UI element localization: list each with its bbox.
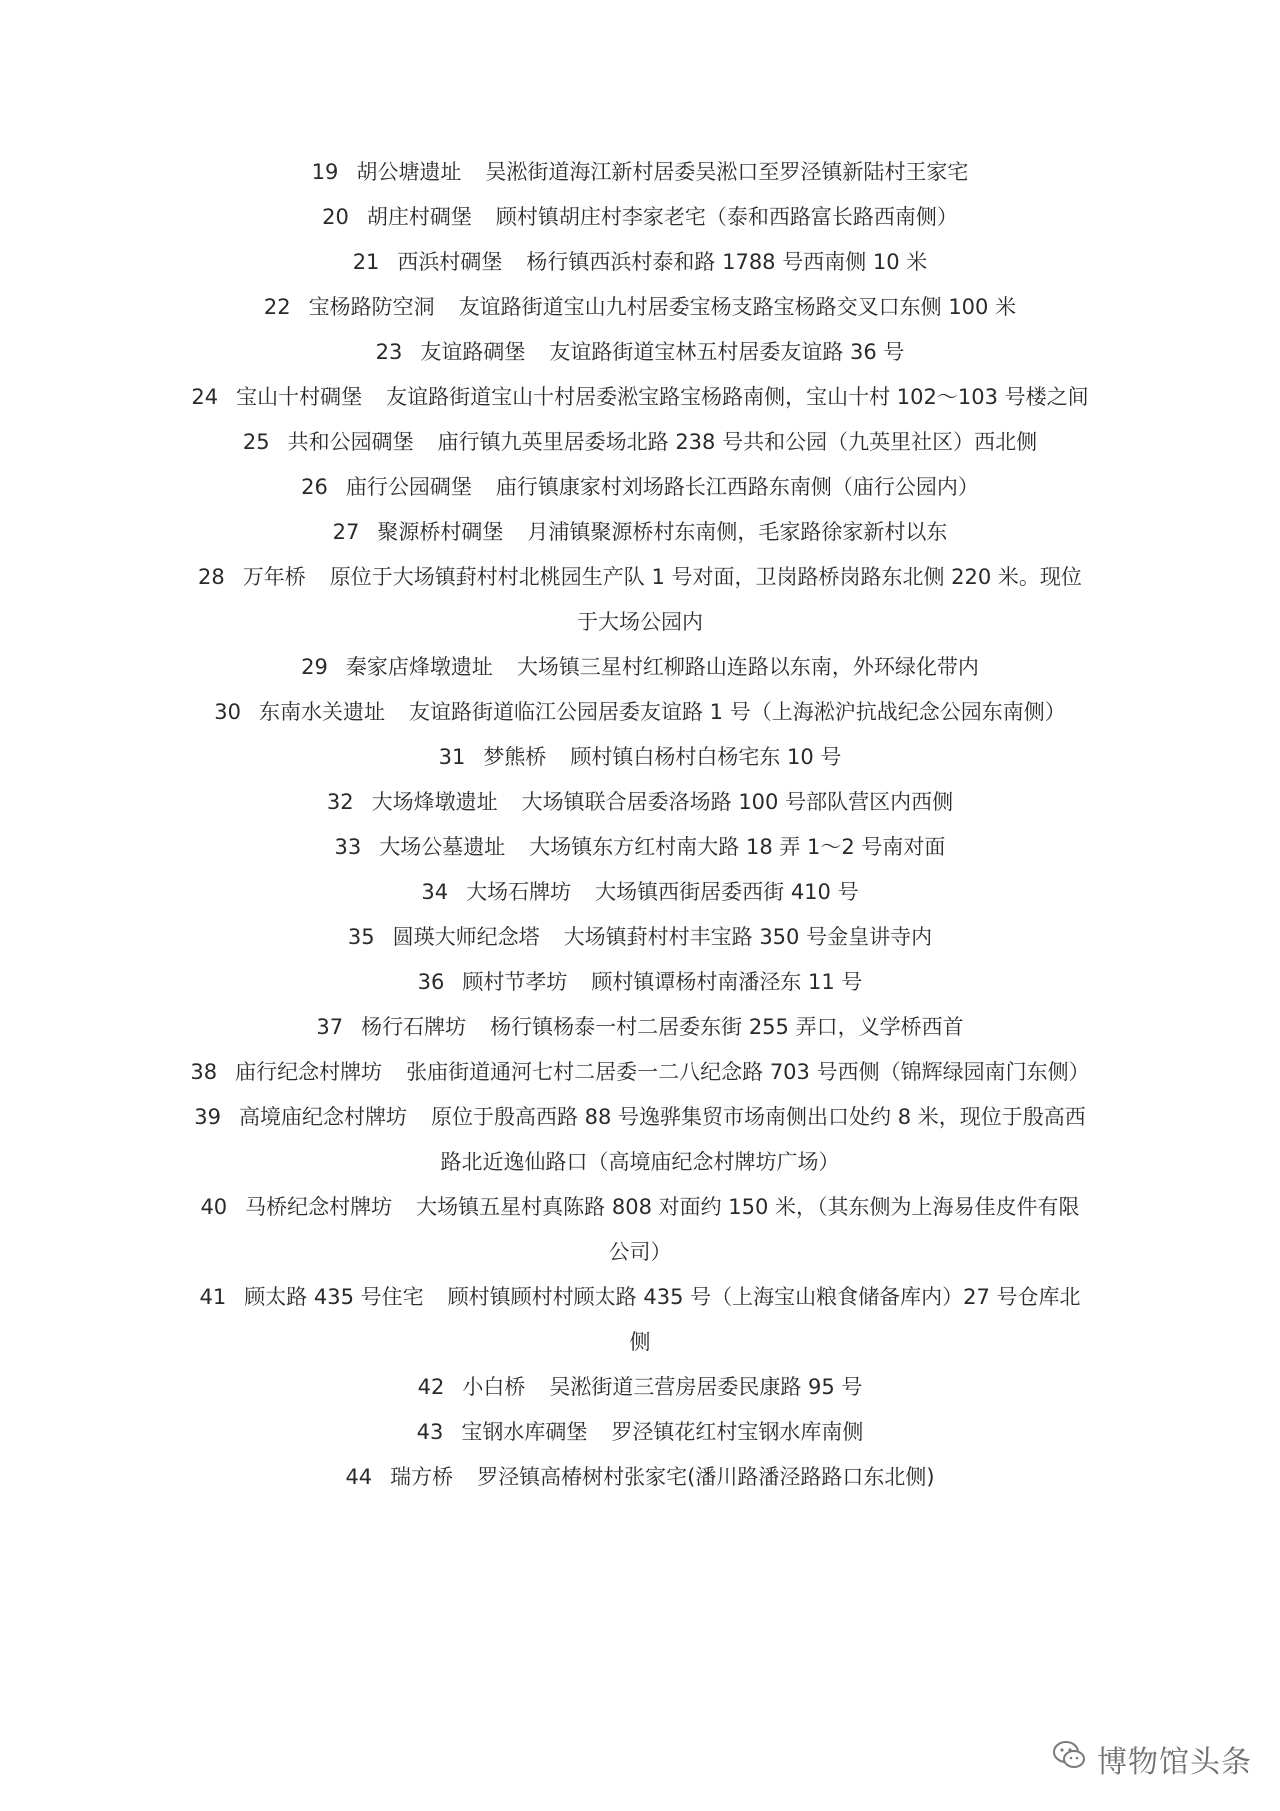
list-item [0,1365,1280,1410]
list-item [0,870,1280,915]
list-item [0,195,1280,240]
site-location: 大场镇西街居委西街 410 号 [595,880,859,904]
site-location: 大场镇三星村红柳路山连路以东南，外环绿化带内 [516,655,979,679]
site-name: 高境庙纪念村牌坊 [238,1105,407,1129]
list-item [0,510,1280,555]
entry-number: 35 [347,925,375,949]
list-item [0,465,1280,510]
site-location: 原位于殷高西路 88 号逸骅集贸市场南侧出口处约 8 米，现位于殷高西路北近逸仙路口（高境庙纪念村牌坊广场） [430,1105,1086,1174]
site-location: 罗泾镇花红村宝钢水库南侧 [611,1420,864,1444]
entry-number: 24 [191,385,219,409]
site-location: 大场镇五星村真陈路 808 对面约 150 米，（其东侧为上海易佳皮件有限公司） [416,1195,1080,1264]
list-item [0,1410,1280,1455]
list-item [190,420,1090,465]
site-location: 顾村镇谭杨村南潘泾东 11 号 [591,970,863,994]
site-name: 胡庄村碉堡 [366,205,472,229]
site-name: 瑞方桥 [390,1465,454,1489]
entry-number: 38 [190,1060,218,1084]
list-item [190,1185,1090,1275]
entry-number: 37 [316,1015,344,1039]
site-name: 友谊路碉堡 [420,340,526,364]
entry-number: 30 [214,700,241,724]
entry-number: 25 [242,430,270,454]
site-location: 顾村镇胡庄村李家老宅（泰和西路富长路西南侧） [495,205,958,229]
list-item [0,645,1280,690]
entry-number: 23 [375,340,403,364]
site-location: 原位于大场镇葑村村北桃园生产队 1 号对面，卫岗路桥岗路东北侧 220 米。现位于大场公园内 [329,565,1082,634]
site-location: 友谊路街道宝山十村居委淞宝路宝杨路南侧，宝山十村 102～103 号楼之间 [386,385,1089,409]
site-location: 顾村镇顾村村顾太路 435 号（上海宝山粮食储备库内）27 号仓库北侧 [447,1285,1081,1354]
site-location: 庙行镇九英里居委场北路 238 号共和公园（九英里社区）西北侧 [437,430,1038,454]
site-location: 月浦镇聚源桥村东南侧，毛家路徐家新村以东 [527,520,948,544]
site-location: 吴淞街道海江新村居委吴淞口至罗泾镇新陆村王家宅 [485,160,969,184]
site-name: 顾村节孝坊 [462,970,568,994]
site-location: 顾村镇白杨村白杨宅东 10 号 [570,745,842,769]
entry-number: 28 [198,565,225,589]
entry-number: 40 [200,1195,228,1219]
entry-number: 33 [334,835,362,859]
site-name: 宝钢水库碉堡 [461,1420,588,1444]
list-item [0,825,1280,870]
list-item [0,150,1280,195]
list-item [0,1005,1280,1050]
site-location: 友谊路街道宝山九村居委宝杨支路宝杨路交叉口东侧 100 米 [458,295,1017,319]
entry-number: 29 [301,655,328,679]
entry-number: 43 [416,1420,444,1444]
site-name: 顾太路 435 号住宅 [244,1285,424,1309]
site-name: 宝山十村碉堡 [236,385,363,409]
list-item [0,780,1280,825]
site-location: 庙行镇康家村刘场路长江西路东南侧（庙行公园内） [495,475,979,499]
entry-number: 21 [352,250,380,274]
entry-number: 31 [438,745,466,769]
watermark [1051,1737,1252,1781]
site-name: 圆瑛大师纪念塔 [392,925,540,949]
entry-number: 44 [345,1465,373,1489]
site-name: 庙行纪念村牌坊 [235,1060,383,1084]
site-name: 马桥纪念村牌坊 [245,1195,393,1219]
site-name: 庙行公园碉堡 [345,475,472,499]
list-item [0,330,1280,375]
site-name: 大场石牌坊 [466,880,572,904]
list-item [0,960,1280,1005]
site-location: 杨行镇杨泰一村二居委东街 255 弄口，义学桥西首 [490,1015,964,1039]
heritage-site-list [0,150,1280,1500]
site-name: 大场公墓遗址 [379,835,506,859]
site-location: 大场镇东方红村南大路 18 弄 1～2 号南对面 [529,835,946,859]
site-name: 共和公园碉堡 [287,430,414,454]
entry-number: 20 [322,205,349,229]
site-name: 胡公塘遗址 [356,160,462,184]
entry-number: 34 [421,880,449,904]
site-name: 杨行石牌坊 [361,1015,467,1039]
site-location: 大场镇葑村村丰宝路 350 号金皇讲寺内 [563,925,933,949]
list-item [0,915,1280,960]
site-name: 万年桥 [242,565,306,589]
site-name: 宝杨路防空洞 [308,295,435,319]
entry-number: 39 [194,1105,221,1129]
entry-number: 19 [311,160,339,184]
watermark-text: 博物馆头条 [1097,1745,1252,1780]
list-item [0,735,1280,780]
entry-number: 42 [417,1375,445,1399]
entry-number: 41 [199,1285,227,1309]
entry-number: 36 [417,970,445,994]
list-item [190,1095,1090,1185]
site-name: 秦家店烽墩遗址 [345,655,493,679]
list-item [190,690,1090,735]
list-item [190,555,1090,645]
entry-number: 22 [263,295,291,319]
document-page [0,150,1280,1500]
site-location: 杨行镇西浜村泰和路 1788 号西南侧 10 米 [526,250,928,274]
wechat-icon [1051,1737,1087,1781]
site-name: 聚源桥村碉堡 [377,520,504,544]
site-location: 友谊路街道临江公园居委友谊路 1 号（上海淞沪抗战纪念公园东南侧） [409,700,1066,724]
site-name: 梦熊桥 [483,745,547,769]
site-name: 大场烽墩遗址 [371,790,498,814]
list-item [190,375,1090,420]
site-name: 东南水关遗址 [259,700,385,724]
list-item [190,285,1090,330]
list-item [0,240,1280,285]
entry-number: 32 [326,790,354,814]
site-location: 罗泾镇高椿树村张家宅(潘川路潘泾路路口东北侧) [477,1465,935,1489]
site-location: 大场镇联合居委洛场路 100 号部队营区内西侧 [521,790,954,814]
list-item [190,1050,1090,1095]
list-item [190,1275,1090,1365]
entry-number: 26 [301,475,328,499]
site-name: 西浜村碉堡 [397,250,503,274]
site-name: 小白桥 [462,1375,526,1399]
site-location: 吴淞街道三营房居委民康路 95 号 [549,1375,863,1399]
site-location: 张庙街道通河七村二居委一二八纪念路 703 号西侧（锦辉绿园南门东侧） [406,1060,1090,1084]
list-item [0,1455,1280,1500]
entry-number: 27 [332,520,360,544]
site-location: 友谊路街道宝林五村居委友谊路 36 号 [549,340,905,364]
